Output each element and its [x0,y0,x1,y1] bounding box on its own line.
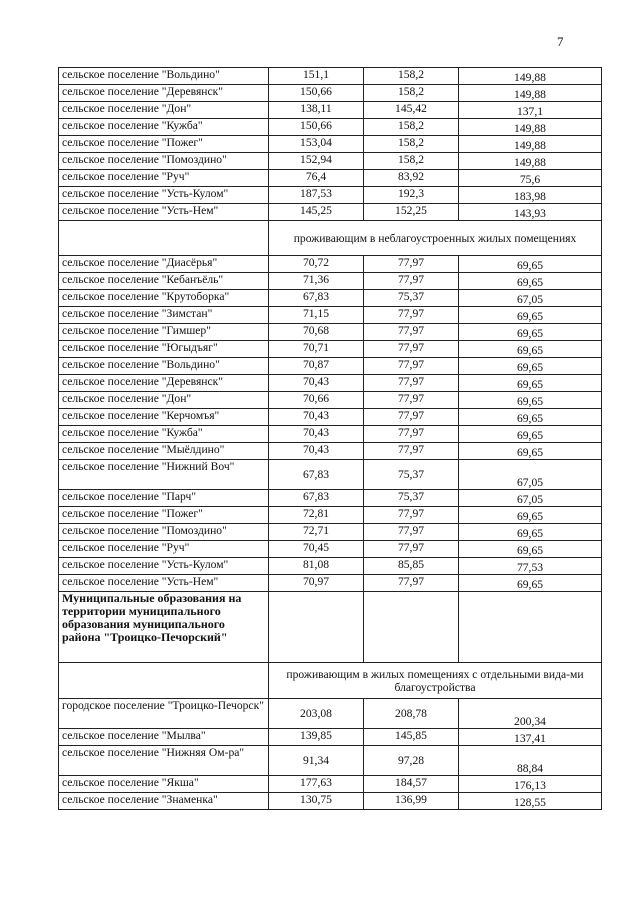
table-row [59,507,602,524]
empty-cell [459,592,602,663]
settlement-name: сельское поселение "Керчомъя" [59,409,269,426]
settlement-name: сельское поселение "Помоздино" [59,524,269,541]
value-col3: 67,05 [459,460,602,490]
section-header-row [59,221,602,256]
section-header-blank [59,221,269,256]
table-row [59,392,602,409]
value-col1: 67,83 [269,490,364,507]
value-col2: 77,97 [364,341,459,358]
value-col1: 70,43 [269,409,364,426]
settlement-name: сельское поселение "Диасёрья" [59,256,269,273]
value-col1: 91,34 [269,746,364,776]
settlement-name: сельское поселение "Кужба" [59,426,269,443]
table-row [59,558,602,575]
value-col3: 69,65 [459,324,602,341]
value-col3: 149,88 [459,136,602,153]
settlement-name: сельское поселение "Мыёлдино" [59,443,269,460]
table-row [59,524,602,541]
value-col3: 143,93 [459,204,602,221]
value-col3: 69,65 [459,575,602,592]
empty-cell [269,592,364,663]
value-col3: 69,65 [459,409,602,426]
value-col2: 77,97 [364,524,459,541]
section-subheading: проживающим в жилых помещениях с отдельными вида-ми благоустройства [269,663,602,699]
value-col2: 158,2 [364,119,459,136]
table-row [59,256,602,273]
value-col1: 70,71 [269,341,364,358]
value-col2: 158,2 [364,136,459,153]
table-row [59,375,602,392]
value-col3: 200,34 [459,699,602,729]
table-row [59,170,602,187]
value-col1: 138,11 [269,102,364,119]
value-col1: 70,66 [269,392,364,409]
settlement-name: сельское поселение "Крутоборка" [59,290,269,307]
value-col1: 153,04 [269,136,364,153]
value-col3: 69,65 [459,524,602,541]
value-col2: 77,97 [364,541,459,558]
value-col2: 77,97 [364,375,459,392]
value-col1: 203,08 [269,699,364,729]
settlement-name: сельское поселение "Югыдъяг" [59,341,269,358]
settlement-name: сельское поселение "Пожег" [59,136,269,153]
settlement-name: сельское поселение "Кужба" [59,119,269,136]
settlement-name: сельское поселение "Усть-Кулом" [59,187,269,204]
settlement-name: сельское поселение "Дон" [59,392,269,409]
value-col3: 176,13 [459,776,602,793]
page-number: 7 [557,34,564,49]
value-col3: 149,88 [459,85,602,102]
settlement-name: сельское поселение "Парч" [59,490,269,507]
value-col2: 77,97 [364,256,459,273]
value-col3: 69,65 [459,341,602,358]
value-col2: 85,85 [364,558,459,575]
value-col2: 184,57 [364,776,459,793]
value-col1: 150,66 [269,119,364,136]
value-col2: 77,97 [364,507,459,524]
settlement-name: сельское поселение "Усть-Нем" [59,204,269,221]
settlement-name: сельское поселение "Зимстан" [59,307,269,324]
value-col2: 77,97 [364,307,459,324]
value-col1: 71,15 [269,307,364,324]
table-row [59,187,602,204]
value-col2: 77,97 [364,426,459,443]
value-col1: 70,87 [269,358,364,375]
value-col1: 177,63 [269,776,364,793]
table-row [59,575,602,592]
table-row [59,426,602,443]
section-header-blank [59,663,269,699]
table-row [59,699,602,729]
table-row [59,324,602,341]
settlement-name: сельское поселение "Помоздино" [59,153,269,170]
value-col1: 70,72 [269,256,364,273]
value-col3: 69,65 [459,273,602,290]
value-col1: 145,25 [269,204,364,221]
value-col3: 75,6 [459,170,602,187]
value-col3: 77,53 [459,558,602,575]
value-col3: 67,05 [459,490,602,507]
value-col2: 77,97 [364,273,459,290]
settlement-name: сельское поселение "Деревянск" [59,375,269,392]
value-col1: 150,66 [269,85,364,102]
section-subheading: проживающим в неблагоустроенных жилых помещениях [269,221,602,256]
table-row [59,729,602,746]
value-col1: 70,68 [269,324,364,341]
value-col2: 77,97 [364,358,459,375]
settlement-name: сельское поселение "Вольдино" [59,68,269,85]
value-col3: 183,98 [459,187,602,204]
value-col3: 69,65 [459,256,602,273]
value-col3: 149,88 [459,153,602,170]
value-col1: 72,81 [269,507,364,524]
table-row [59,85,602,102]
value-col2: 75,37 [364,490,459,507]
municipality-heading: Муниципальные образования на территории муниципального образования муниципального района "Троицко-Печорский" [59,592,269,663]
settlement-name: сельское поселение "Нижний Воч" [59,460,269,490]
settlement-name: сельское поселение "Усть-Кулом" [59,558,269,575]
value-col3: 69,65 [459,392,602,409]
table-row [59,490,602,507]
settlement-name: сельское поселение "Нижняя Ом-ра" [59,746,269,776]
settlement-name: сельское поселение "Вольдино" [59,358,269,375]
value-col3: 137,1 [459,102,602,119]
table-row [59,307,602,324]
value-col1: 70,43 [269,375,364,392]
value-col3: 69,65 [459,507,602,524]
value-col3: 88,84 [459,746,602,776]
value-col1: 139,85 [269,729,364,746]
table-row [59,409,602,426]
table-row [59,793,602,810]
settlement-name: сельское поселение "Руч" [59,541,269,558]
value-col1: 67,83 [269,460,364,490]
value-col2: 158,2 [364,85,459,102]
value-col2: 97,28 [364,746,459,776]
value-col1: 81,08 [269,558,364,575]
table-row [59,746,602,776]
value-col2: 136,99 [364,793,459,810]
value-col2: 77,97 [364,409,459,426]
table-row [59,341,602,358]
tariff-table-body [59,68,602,810]
value-col1: 71,36 [269,273,364,290]
value-col1: 152,94 [269,153,364,170]
table-row [59,204,602,221]
value-col2: 158,2 [364,68,459,85]
table-row [59,541,602,558]
settlement-name: сельское поселение "Мылва" [59,729,269,746]
value-col2: 75,37 [364,460,459,490]
settlement-name: сельское поселение "Гимшер" [59,324,269,341]
settlement-name: сельское поселение "Руч" [59,170,269,187]
value-col2: 83,92 [364,170,459,187]
value-col3: 69,65 [459,307,602,324]
value-col3: 69,65 [459,426,602,443]
section-header-row [59,663,602,699]
settlement-name: сельское поселение "Знаменка" [59,793,269,810]
value-col2: 77,97 [364,324,459,341]
value-col1: 130,75 [269,793,364,810]
value-col2: 208,78 [364,699,459,729]
value-col3: 149,88 [459,68,602,85]
value-col3: 69,65 [459,358,602,375]
table-row [59,358,602,375]
value-col3: 137,41 [459,729,602,746]
value-col1: 72,71 [269,524,364,541]
table-row [59,119,602,136]
value-col1: 70,45 [269,541,364,558]
value-col1: 187,53 [269,187,364,204]
value-col2: 192,3 [364,187,459,204]
value-col2: 158,2 [364,153,459,170]
municipality-heading-row [59,592,602,663]
table-row [59,68,602,85]
value-col2: 77,97 [364,443,459,460]
table-row [59,290,602,307]
table-row [59,776,602,793]
table-row [59,460,602,490]
value-col3: 69,65 [459,541,602,558]
value-col3: 128,55 [459,793,602,810]
value-col2: 75,37 [364,290,459,307]
value-col1: 70,43 [269,443,364,460]
value-col2: 145,42 [364,102,459,119]
value-col2: 145,85 [364,729,459,746]
value-col2: 152,25 [364,204,459,221]
value-col3: 149,88 [459,119,602,136]
settlement-name: городское поселение "Троицко-Печорск" [59,699,269,729]
table-row [59,102,602,119]
value-col1: 70,97 [269,575,364,592]
table-row [59,443,602,460]
value-col3: 69,65 [459,443,602,460]
settlement-name: сельское поселение "Усть-Нем" [59,575,269,592]
value-col2: 77,97 [364,575,459,592]
table-row [59,153,602,170]
empty-cell [364,592,459,663]
table-row [59,136,602,153]
value-col2: 77,97 [364,392,459,409]
value-col1: 76,4 [269,170,364,187]
value-col3: 67,05 [459,290,602,307]
settlement-name: сельское поселение "Деревянск" [59,85,269,102]
settlement-name: сельское поселение "Кебанъёль" [59,273,269,290]
settlement-name: сельское поселение "Дон" [59,102,269,119]
value-col1: 151,1 [269,68,364,85]
tariff-table [58,67,602,810]
table-row [59,273,602,290]
value-col3: 69,65 [459,375,602,392]
settlement-name: сельское поселение "Пожег" [59,507,269,524]
value-col1: 67,83 [269,290,364,307]
settlement-name: сельское поселение "Якша" [59,776,269,793]
value-col1: 70,43 [269,426,364,443]
